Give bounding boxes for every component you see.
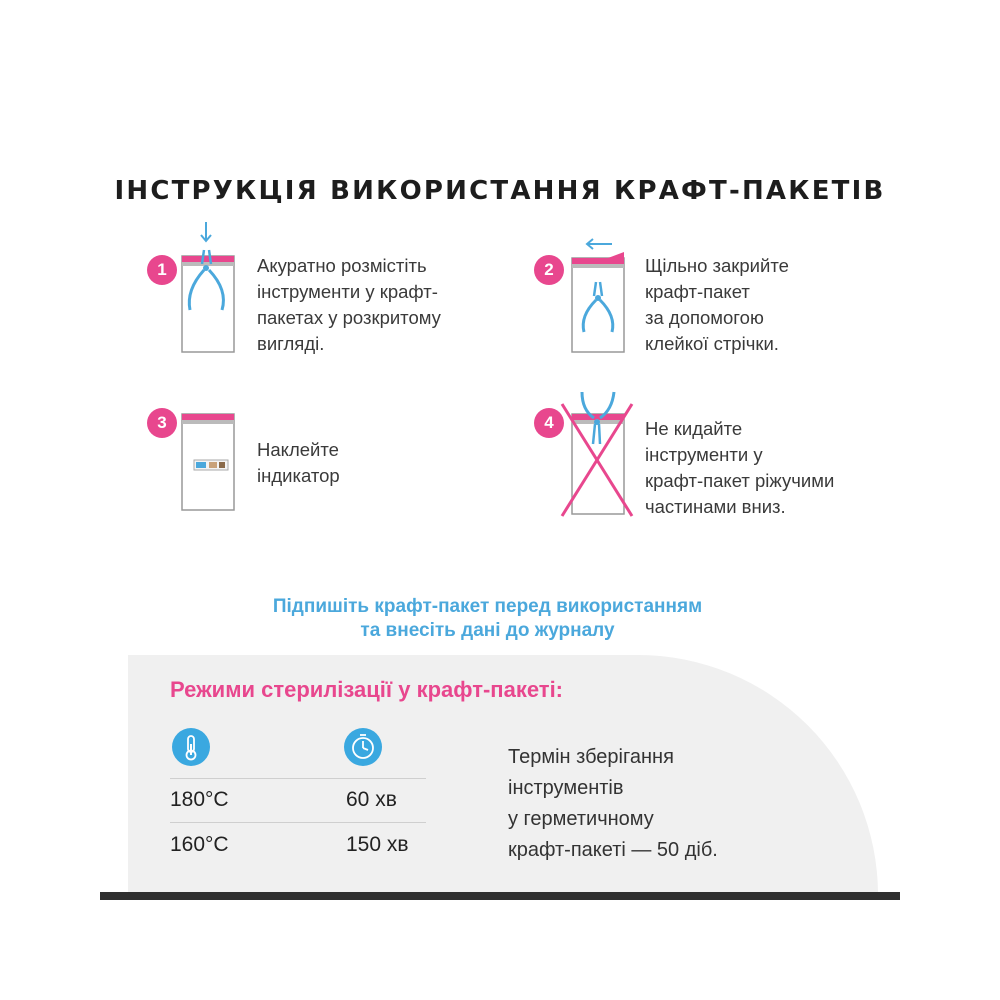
time-value: 150 хв: [346, 833, 409, 856]
step-1-text: Акуратно розмістіть інструменти у крафт- пакетах у розкритому вигляді.: [257, 255, 441, 354]
thermometer-icon: [172, 728, 210, 766]
temperature-value: 160°C: [170, 833, 229, 856]
bottom-divider: [100, 892, 900, 900]
timer-icon: [344, 728, 382, 766]
sterilization-modes-title: Режими стерилізації у крафт-пакеті:: [170, 677, 564, 702]
time-value: 60 хв: [346, 788, 397, 811]
kraft-bag-wrong-icon: [560, 388, 636, 518]
step-number-badge: 3: [147, 408, 177, 438]
step-2-text: Щільно закрийте крафт-пакет за допомогою клейкої стрічки.: [645, 255, 789, 354]
signing-note: Підпишіть крафт-пакет перед використанням та внесіть дані до журналу: [272, 596, 703, 641]
step-number-badge: 4: [534, 408, 564, 438]
step-3-text: Наклейте індикатор: [257, 439, 340, 486]
table-divider: [170, 822, 426, 823]
kraft-bag-open-icon: [176, 220, 240, 360]
temperature-value: 180°C: [170, 788, 229, 811]
kraft-bag-indicator-icon: [176, 410, 240, 514]
step-number-badge: 2: [534, 255, 564, 285]
step-number-badge: 1: [147, 255, 177, 285]
kraft-bag-sealing-icon: [566, 236, 630, 358]
table-divider: [170, 778, 426, 779]
step-4-text: Не кидайте інструменти у крафт-пакет ріжучими частинами вниз.: [645, 418, 835, 517]
storage-term-text: Термін зберігання інструментів у герметичному крафт-пакеті — 50 діб.: [508, 746, 718, 861]
page-title: ІНСТРУКЦІЯ ВИКОРИСТАННЯ КРАФТ-ПАКЕТІВ: [114, 176, 886, 206]
